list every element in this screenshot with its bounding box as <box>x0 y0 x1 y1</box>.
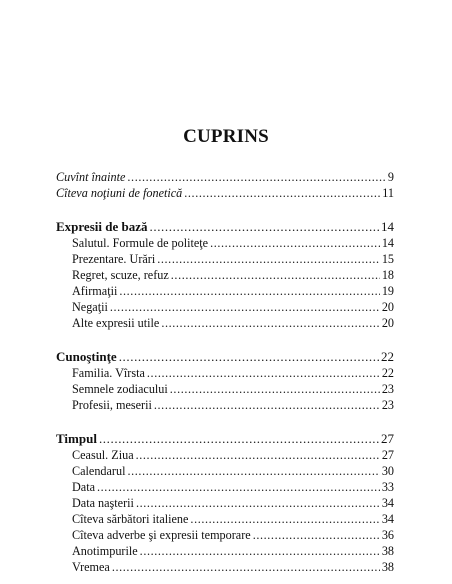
dot-leader <box>190 511 379 527</box>
toc-entry-label: Cîteva sărbători italiene <box>72 512 189 526</box>
toc-entry-label: Data naşterii <box>72 496 134 510</box>
toc-entry[interactable] <box>72 365 394 381</box>
dot-leader <box>110 299 380 315</box>
dot-leader <box>154 397 380 413</box>
dot-leader <box>171 267 380 283</box>
dot-leader <box>140 543 380 559</box>
dot-leader <box>99 431 379 447</box>
dot-leader <box>161 315 379 331</box>
toc-entry-label: Profesii, meserii <box>72 398 152 412</box>
dot-leader <box>170 381 380 397</box>
toc-entry[interactable] <box>72 463 394 479</box>
toc-entry-label: Ceasul. Ziua <box>72 448 134 462</box>
toc-entry[interactable] <box>72 381 394 397</box>
toc-entry-page: 38 <box>381 560 394 574</box>
toc-entry-label: Familia. Vîrsta <box>72 366 145 380</box>
toc-section-label: Timpul <box>56 431 97 446</box>
toc-entry-page: 22 <box>381 366 394 380</box>
toc-entry-label: Prezentare. Urări <box>72 252 156 266</box>
toc-entry-page: 23 <box>381 382 394 396</box>
dot-leader <box>147 365 380 381</box>
toc-entry[interactable] <box>72 397 394 413</box>
toc-entry[interactable] <box>72 559 394 575</box>
page-title: CUPRINS <box>183 126 269 147</box>
toc-entry-label: Calendarul <box>72 464 126 478</box>
toc-entry-page: 20 <box>381 316 394 330</box>
toc-entry[interactable] <box>72 251 394 267</box>
toc-entry-label: Vremea <box>72 560 110 574</box>
dot-leader <box>127 169 386 185</box>
dot-leader <box>157 251 380 267</box>
toc-section-page: 14 <box>381 219 394 234</box>
toc-entry-intro[interactable] <box>56 169 394 185</box>
dot-leader <box>119 283 379 299</box>
toc-section-knowledge[interactable] <box>56 349 394 365</box>
toc-entry-page: 34 <box>381 512 394 526</box>
toc-entry-label: Regret, scuze, refuz <box>72 268 169 282</box>
dot-leader <box>253 527 380 543</box>
dot-leader <box>127 463 379 479</box>
toc-entry-page: 14 <box>381 236 394 250</box>
toc-entry-label: Data <box>72 480 96 494</box>
toc-entry[interactable] <box>72 299 394 315</box>
toc-entry-label: Afirmaţii <box>72 284 118 298</box>
toc-entry-label: Anotimpurile <box>72 544 138 558</box>
dot-leader <box>136 447 380 463</box>
toc-entry-page: 34 <box>381 496 394 510</box>
dot-leader <box>97 479 380 495</box>
dot-leader <box>184 185 380 201</box>
toc-entry-page: 11 <box>382 186 394 200</box>
toc-entry[interactable] <box>72 283 394 299</box>
toc-entry-phonetics[interactable] <box>56 185 394 201</box>
toc-entry-page: 30 <box>381 464 394 478</box>
toc-entry-page: 27 <box>381 448 394 462</box>
toc-entry[interactable] <box>72 527 394 543</box>
toc-section-page: 27 <box>381 431 394 446</box>
toc-entry-page: 18 <box>381 268 394 282</box>
toc-entry[interactable] <box>72 543 394 559</box>
toc-entry[interactable] <box>72 235 394 251</box>
toc-entry[interactable] <box>72 495 394 511</box>
toc-entry-page: 19 <box>381 284 394 298</box>
dot-leader <box>119 349 379 365</box>
dot-leader <box>150 219 380 235</box>
dot-leader <box>210 235 380 251</box>
toc-entry-page: 20 <box>381 300 394 314</box>
toc-section-basic-expressions[interactable] <box>56 219 394 235</box>
toc-section-page: 22 <box>381 349 394 364</box>
dot-leader <box>112 559 380 575</box>
toc-entry[interactable] <box>72 511 394 527</box>
dot-leader <box>136 495 380 511</box>
toc-entry-label: Cuvînt înainte <box>56 170 126 184</box>
toc-entry-page: 36 <box>381 528 394 542</box>
toc-entry-label: Semnele zodiacului <box>72 382 168 396</box>
toc-entry-label: Salutul. Formule de politeţe <box>72 236 209 250</box>
toc-entry-label: Alte expresii utile <box>72 316 160 330</box>
toc-entry-label: Cîteva adverbe şi expresii temporare <box>72 528 251 542</box>
toc-entry-label: Negaţii <box>72 300 108 314</box>
toc-entry-page: 9 <box>387 170 394 184</box>
toc-entry[interactable] <box>72 447 394 463</box>
toc-entry-label: Cîteva noţiuni de fonetică <box>56 186 183 200</box>
toc-entry-page: 38 <box>381 544 394 558</box>
toc-entry[interactable] <box>72 315 394 331</box>
toc-entry[interactable] <box>72 479 394 495</box>
toc-entry[interactable] <box>72 267 394 283</box>
toc-entry-page: 15 <box>381 252 394 266</box>
toc-section-time[interactable] <box>56 431 394 447</box>
toc-section-label: Cunoştinţe <box>56 349 117 364</box>
toc-entry-page: 23 <box>381 398 394 412</box>
toc-entry-page: 33 <box>381 480 394 494</box>
toc-section-label: Expresii de bază <box>56 219 148 234</box>
